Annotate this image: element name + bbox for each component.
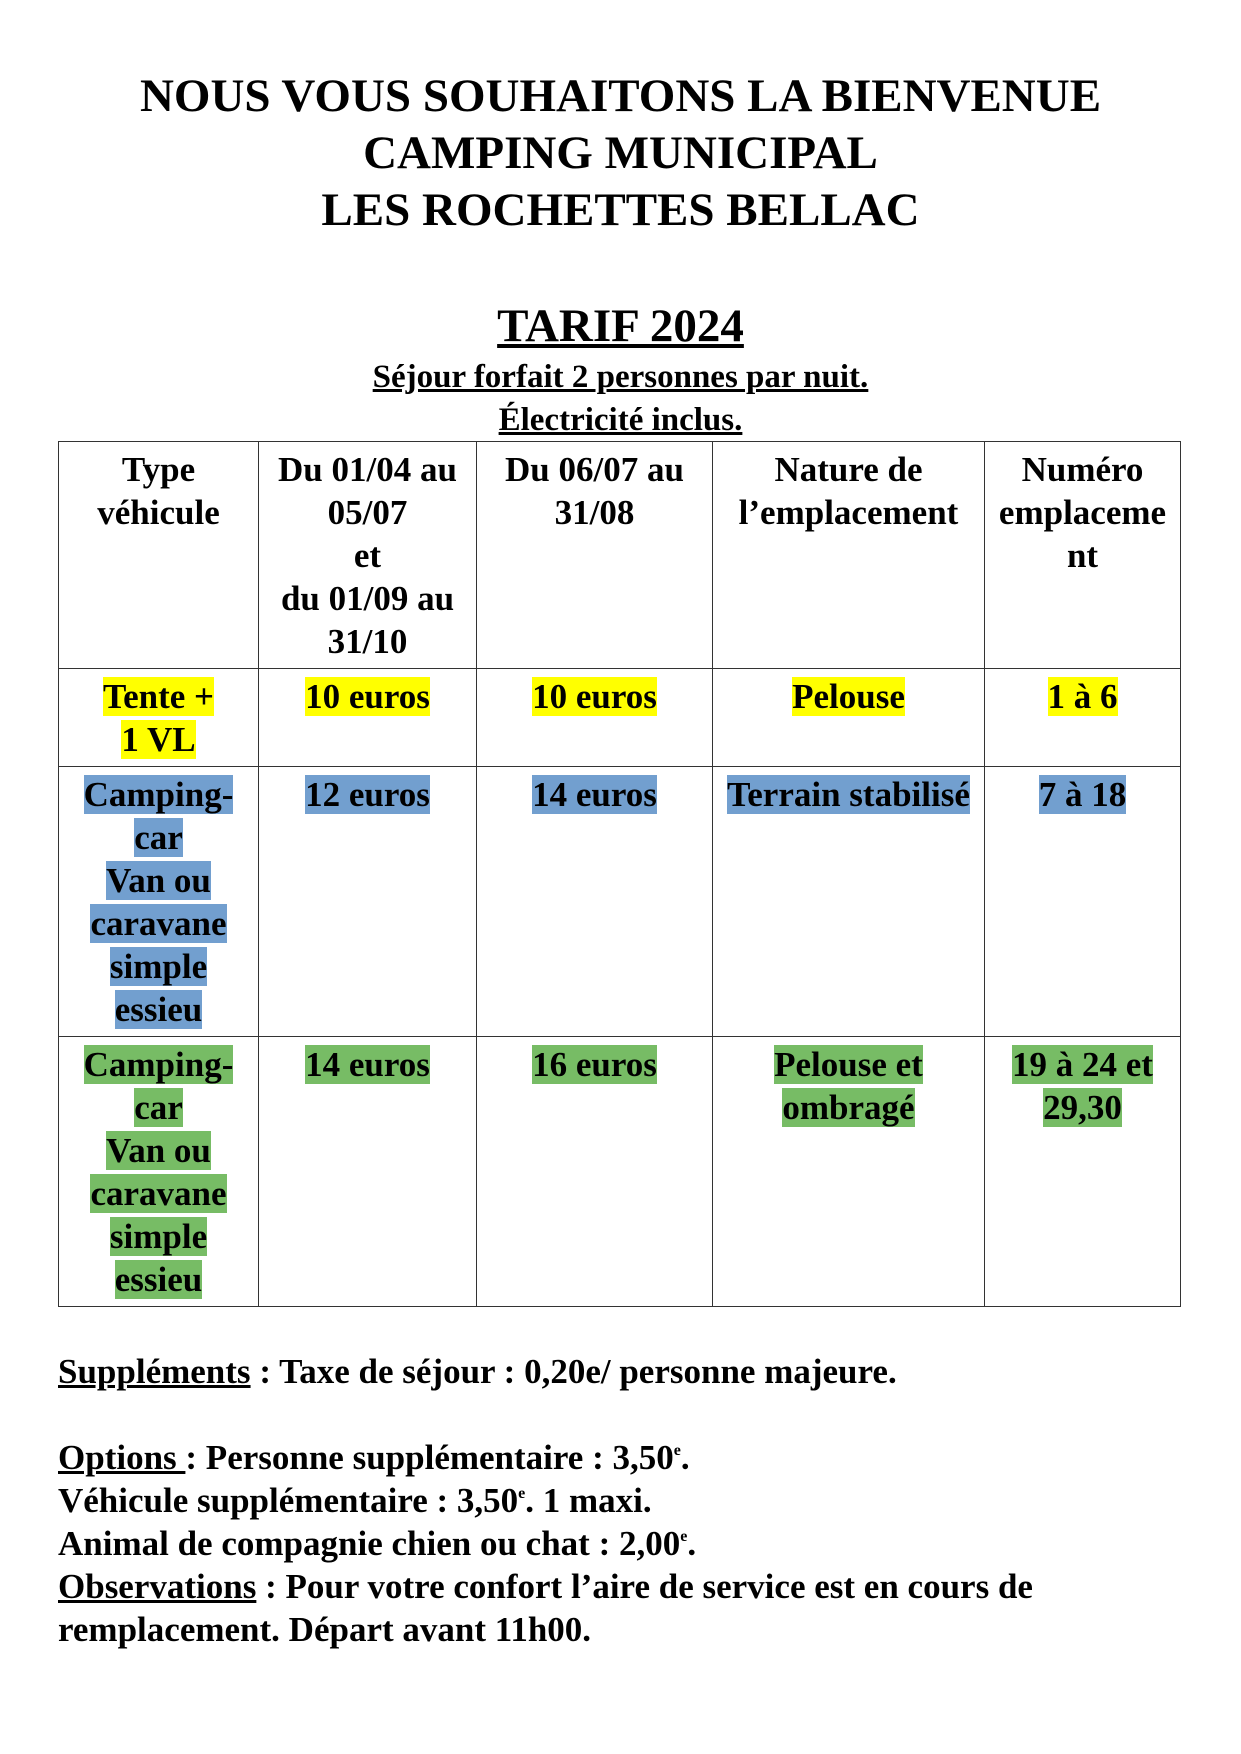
cell-nature [713,767,985,1037]
header-line: et [353,536,382,575]
header-numero [985,442,1181,669]
cell-price-low [259,669,477,767]
notes-section [58,1350,1188,1651]
vehicule-note: Véhicule supplémentaire : 3,50e. 1 maxi. [58,1481,652,1520]
animal-text: Animal de compagnie chien ou chat : 2,00 [58,1524,681,1563]
cell-type-vehicule-text: 1 VL [121,720,196,759]
cell-type-vehicule-text: essieu [114,1260,203,1299]
cell-nature [713,1037,985,1307]
cell-type-vehicule-text: essieu [114,990,203,1029]
cell-numero [985,669,1181,767]
cell-type-vehicule-text: Van ou [106,1131,211,1170]
animal-note: Animal de compagnie chien ou chat : 2,00e. [58,1524,697,1563]
vehicule-text: Véhicule supplémentaire : 3,50 [58,1481,519,1520]
supplements-label: Suppléments [58,1352,251,1391]
cell-type-vehicule-text: Van ou [106,861,211,900]
header-line: véhicule [97,493,220,532]
observations-label: Observations [58,1567,257,1606]
cell-price-low-text: 12 euros [305,775,430,814]
header-line: Type [121,450,196,489]
cell-numero-text: 1 à 6 [1047,677,1118,716]
cell-nature-text: Pelouse et [774,1045,923,1084]
cell-type-vehicule-text: simple [109,1217,208,1256]
cell-type-vehicule [59,1037,259,1307]
header-line: nt [1066,536,1099,575]
cell-numero [985,1037,1181,1307]
header-line: 05/07 [327,493,408,532]
cell-numero-text: 29,30 [1043,1088,1122,1127]
cell-price-low-text: 10 euros [305,677,430,716]
page-header [0,68,1241,239]
header-line-2: CAMPING MUNICIPAL [363,127,878,179]
cell-type-vehicule-text: simple [109,947,208,986]
header-line: Du 01/04 au [278,450,457,489]
cell-price-low [259,767,477,1037]
cell-nature-text: Pelouse [792,677,905,716]
subtitle-line-1: Séjour forfait 2 personnes par nuit. [372,359,869,395]
header-line-3: LES ROCHETTES BELLAC [321,184,920,236]
options-note: Options : Personne supplémentaire : 3,50e. [58,1438,690,1477]
table-header-row [59,442,1181,669]
header-line-1: NOUS VOUS SOUHAITONS LA BIENVENUE [139,70,1102,122]
header-line: l’emplacement [738,493,959,532]
cell-price-low [259,1037,477,1307]
cell-type-vehicule [59,767,259,1037]
cell-nature-text: Terrain stabilisé [727,775,970,814]
cell-type-vehicule-text: car [134,1088,183,1127]
tarif-subtitle [0,356,1241,442]
options-text: : Personne supplémentaire : 3,50 [185,1438,674,1477]
supplements-note [58,1350,1188,1393]
cell-price-low-text: 14 euros [305,1045,430,1084]
cell-price-high [477,669,713,767]
header-period-high [477,442,713,669]
cell-type-vehicule-text: Tente + [102,677,214,716]
observations-text: : Pour votre confort l’aire de service est en cours de remplacement. Départ avant 11h00. [58,1567,1033,1649]
cell-price-high-text: 14 euros [532,775,657,814]
supplements-text: : Taxe de séjour : 0,20e/ personne majeure. [250,1352,897,1391]
cell-type-vehicule-text: car [134,818,183,857]
header-period-low [259,442,477,669]
header-line: 31/10 [327,622,408,661]
options-label: Options [58,1438,186,1477]
cell-price-high [477,1037,713,1307]
cell-nature [713,669,985,767]
cell-numero [985,767,1181,1037]
header-nature [713,442,985,669]
header-line: 31/08 [554,493,635,532]
cell-nature-text: ombragé [782,1088,915,1127]
cell-type-vehicule-text: caravane [90,904,227,943]
header-type-vehicule [59,442,259,669]
cell-type-vehicule [59,669,259,767]
table-row [59,1037,1181,1307]
table-row [59,767,1181,1037]
animal-sup: e [680,1528,688,1545]
observations-note [58,1565,1188,1651]
cell-type-vehicule-text: Camping- [83,775,234,814]
cell-type-vehicule-text: Camping- [83,1045,234,1084]
cell-type-vehicule-text: caravane [90,1174,227,1213]
cell-numero-text: 7 à 18 [1038,775,1127,814]
cell-price-high [477,767,713,1037]
header-line: emplaceme [998,493,1167,532]
header-line: Nature de [774,450,923,489]
options-sup: e [673,1442,681,1459]
rates-table [58,441,1181,1307]
tarif-title: TARIF 2024 [497,300,744,352]
cell-numero-text: 19 à 24 et [1012,1045,1153,1084]
header-line: Numéro [1021,450,1144,489]
table-row [59,669,1181,767]
cell-price-high-text: 10 euros [532,677,657,716]
cell-price-high-text: 16 euros [532,1045,657,1084]
vehicule-sup: e [518,1485,526,1502]
subtitle-line-2: Électricité inclus. [498,402,743,438]
header-line: Du 06/07 au [505,450,684,489]
header-line: du 01/09 au [280,579,455,618]
